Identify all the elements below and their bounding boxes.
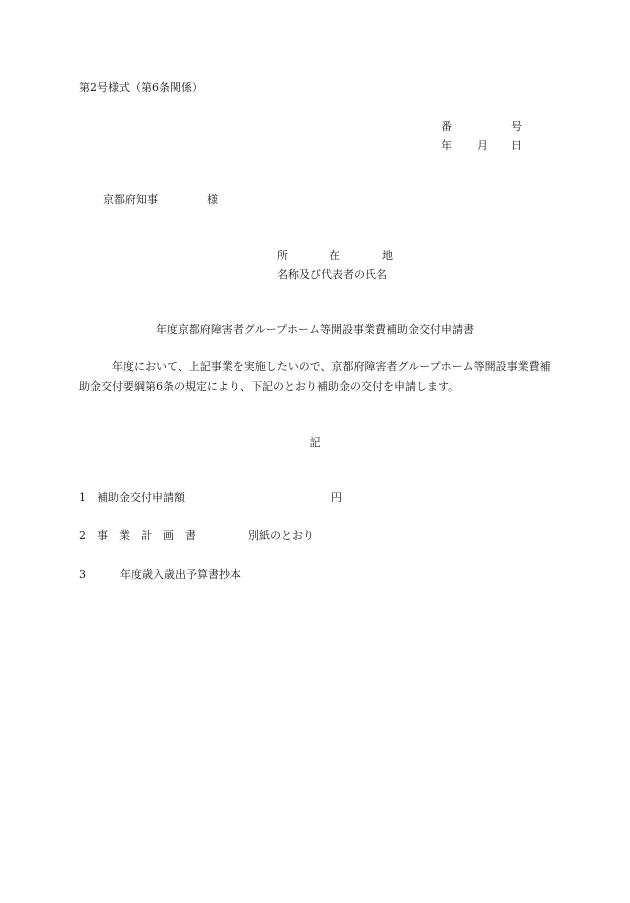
addressee-name: 京都府知事 [103, 193, 158, 206]
representative-name-label: 名称及び代表者の氏名 [277, 268, 387, 281]
addressee-suffix: 様 [207, 193, 218, 206]
form-label: 第2号様式（第6条関係） [79, 81, 203, 94]
item-1-label: 補助金交付申請額 [97, 491, 185, 504]
item-2-value: 別紙のとおり [248, 529, 314, 542]
address-char-2: 在 [329, 249, 340, 262]
item-2-label: 事 業 計 画 書 [97, 529, 196, 542]
number-label-left: 番 [441, 120, 452, 133]
item-3-label: 年度歳入歳出予算書抄本 [120, 568, 241, 581]
document-title: 年度京都府障害者グループホーム等開設事業費補助金交付申請書 [155, 323, 475, 336]
date-month-label: 月 [477, 139, 488, 152]
number-label-right: 号 [511, 120, 522, 133]
item-3-number: 3 [79, 568, 86, 581]
address-char-1: 所 [277, 249, 288, 262]
item-1-number: 1 [79, 491, 86, 504]
ki-label: 記 [309, 436, 321, 449]
body-paragraph: 年度において、上記事業を実施したいので、京都府障害者グループホーム等開設事業費補助金交付要綱第6条の規定により、下記のとおり補助金の交付を申請します。 [79, 360, 551, 393]
item-2-number: 2 [79, 529, 86, 542]
date-day-label: 日 [511, 139, 522, 152]
item-1-value: 円 [331, 491, 342, 504]
date-year-label: 年 [441, 139, 452, 152]
address-char-3: 地 [382, 249, 393, 262]
